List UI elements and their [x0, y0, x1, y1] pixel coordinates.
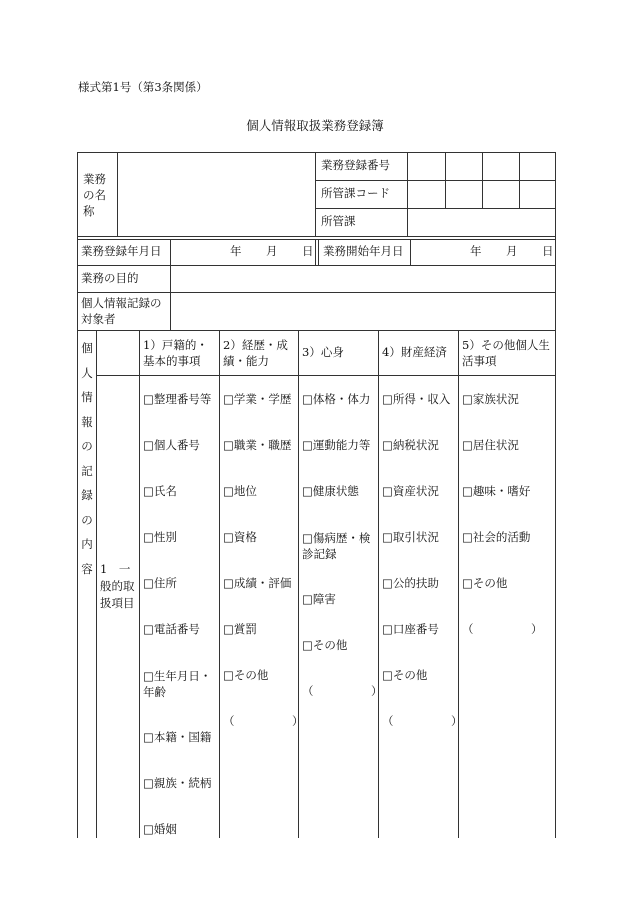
start-year: 年	[470, 244, 482, 258]
checkbox-item[interactable]: □居住状況	[462, 438, 519, 452]
checkbox-item[interactable]: □親族・続柄	[143, 776, 212, 790]
start-date-label: 業務開始年月日	[323, 244, 404, 258]
checkbox-item[interactable]: □資格	[223, 530, 257, 544]
checkbox-item[interactable]: □その他	[382, 668, 428, 682]
checkbox-item[interactable]: □個人番号	[143, 438, 200, 452]
category-health: 3）心身	[302, 345, 344, 359]
checkbox-item[interactable]: □公的扶助	[382, 576, 439, 590]
contents-label: 個 人 情 報 の 記 録 の 内 容	[81, 341, 93, 576]
category-career: 2）経歴・成績・能力	[223, 338, 288, 368]
checkbox-item[interactable]: □家族状況	[462, 392, 519, 406]
category-basic: 1）戸籍的・基本的事項	[143, 338, 208, 368]
checkbox-item[interactable]: □住所	[143, 576, 177, 590]
subject-label: 個人情報記録の対象者	[81, 296, 162, 326]
registration-date-label: 業務登録年月日	[81, 244, 162, 258]
checkbox-item[interactable]: □電話番号	[143, 622, 200, 636]
checkbox-item[interactable]: □整理番号等	[143, 392, 212, 406]
category-finance: 4）財産経済	[382, 345, 447, 359]
start-month: 月	[506, 244, 518, 258]
checkbox-item[interactable]: □その他	[302, 638, 348, 652]
checkbox-item[interactable]: □本籍・国籍	[143, 730, 212, 744]
checkbox-item[interactable]: □体格・体力	[302, 392, 371, 406]
checkbox-item[interactable]: □傷病歴・検診記録	[302, 531, 371, 561]
general-items-label: 1 一般的取扱項目	[100, 562, 135, 610]
checkbox-item[interactable]: □口座番号	[382, 622, 439, 636]
other-field[interactable]: （ ）	[382, 714, 463, 728]
checkbox-item[interactable]: □職業・職歴	[223, 438, 292, 452]
checkbox-item[interactable]: □その他	[462, 576, 508, 590]
dept-label: 所管課	[321, 214, 356, 228]
checkbox-item[interactable]: □所得・収入	[382, 392, 451, 406]
checkbox-item[interactable]: □健康状態	[302, 484, 359, 498]
category-life: 5）その他個人生活事項	[462, 338, 550, 368]
business-name-label: 業務の名称	[83, 172, 106, 218]
checkbox-item[interactable]: □納税状況	[382, 438, 439, 452]
registration-number-label: 業務登録番号	[321, 158, 390, 172]
other-field[interactable]: （ ）	[302, 684, 383, 698]
registration-day: 日	[302, 244, 314, 258]
checkbox-item[interactable]: □学業・学歴	[223, 392, 292, 406]
checkbox-item[interactable]: □生年月日・年齢	[143, 669, 212, 699]
purpose-label: 業務の目的	[81, 271, 139, 285]
checkbox-item[interactable]: □性別	[143, 530, 177, 544]
checkbox-item[interactable]: □婚姻	[143, 822, 177, 836]
registration-month: 月	[266, 244, 278, 258]
checkbox-item[interactable]: □障害	[302, 592, 336, 606]
checkbox-item[interactable]: □地位	[223, 484, 257, 498]
registration-year: 年	[230, 244, 242, 258]
other-field[interactable]: （ ）	[223, 714, 304, 728]
checkbox-item[interactable]: □運動能力等	[302, 438, 371, 452]
checkbox-item[interactable]: □資産状況	[382, 484, 439, 498]
checkbox-item[interactable]: □社会的活動	[462, 530, 531, 544]
checkbox-item[interactable]: □趣味・嗜好	[462, 484, 531, 498]
start-day: 日	[542, 244, 554, 258]
checkbox-item[interactable]: □賞罰	[223, 622, 257, 636]
checkbox-item[interactable]: □取引状況	[382, 530, 439, 544]
checkbox-item[interactable]: □その他	[223, 668, 269, 682]
checkbox-item[interactable]: □氏名	[143, 484, 177, 498]
checkbox-item[interactable]: □成績・評価	[223, 576, 292, 590]
page-title: 個人情報取扱業務登録簿	[246, 118, 384, 133]
dept-code-label: 所管課コード	[321, 186, 390, 200]
form-number: 様式第1号（第3条関係）	[78, 80, 208, 94]
other-field[interactable]: （ ）	[462, 622, 543, 636]
